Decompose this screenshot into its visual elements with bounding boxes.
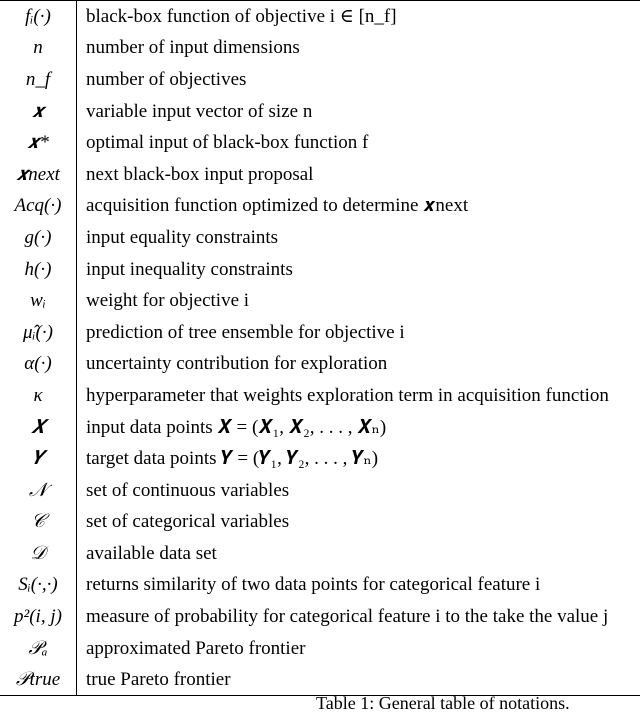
table-row (0, 1, 640, 33)
table-row (0, 380, 640, 412)
notation-description: hyperparameter that weights exploration term in acquisition function (77, 380, 640, 412)
notation-symbol: 𝑿 (0, 411, 77, 443)
notation-symbol: μ̂ᵢ(·) (0, 316, 77, 348)
table-row (0, 95, 640, 127)
notation-description: number of input dimensions (77, 32, 640, 64)
table-row (0, 443, 640, 475)
notation-symbol: p²(i, j) (0, 601, 77, 633)
table-row (0, 538, 640, 570)
table-row (0, 32, 640, 64)
table-row (0, 632, 640, 664)
table-row (0, 158, 640, 190)
table-row (0, 474, 640, 506)
notation-description: set of continuous variables (77, 474, 640, 506)
notation-description: available data set (77, 538, 640, 570)
table-row (0, 664, 640, 696)
table-row (0, 411, 640, 443)
table-row (0, 64, 640, 96)
notation-symbol: n (0, 32, 77, 64)
notation-description: black-box function of objective i ∈ [n_f] (77, 1, 640, 33)
notation-description: approximated Pareto frontier (77, 632, 640, 664)
notation-symbol: fᵢ(·) (0, 1, 77, 33)
table-row (0, 253, 640, 285)
notation-symbol: h(·) (0, 253, 77, 285)
notation-symbol: g(·) (0, 222, 77, 254)
table-row (0, 601, 640, 633)
table-caption: Table 1: General table of notations. (316, 694, 570, 712)
notation-description: input equality constraints (77, 222, 640, 254)
notation-description: optimal input of black-box function f (77, 127, 640, 159)
notation-symbol: 𝒙 (0, 95, 77, 127)
table-row (0, 569, 640, 601)
notation-symbol: 𝒫true (0, 664, 77, 696)
notation-description: prediction of tree ensemble for objective i (77, 316, 640, 348)
notation-description: variable input vector of size n (77, 95, 640, 127)
notation-symbol: wᵢ (0, 285, 77, 317)
table-row (0, 348, 640, 380)
notation-description: true Pareto frontier (77, 664, 640, 696)
table-row (0, 285, 640, 317)
notation-description: input data points 𝑿 = (𝑿₁, 𝑿₂, . . . , 𝑿ₙ) (77, 411, 640, 443)
notation-description: returns similarity of two data points for categorical feature i (77, 569, 640, 601)
notation-description: weight for objective i (77, 285, 640, 317)
table-row (0, 222, 640, 254)
notation-symbol: 𝒙* (0, 127, 77, 159)
notation-description: input inequality constraints (77, 253, 640, 285)
notation-symbol: 𝒟 (0, 538, 77, 570)
notation-description: set of categorical variables (77, 506, 640, 538)
notation-description: number of objectives (77, 64, 640, 96)
notation-symbol: 𝒞 (0, 506, 77, 538)
notation-symbol: n_f (0, 64, 77, 96)
table-row (0, 190, 640, 222)
notation-description: measure of probability for categorical feature i to the take the value j (77, 601, 640, 633)
notation-symbol: 𝒩 (0, 474, 77, 506)
notation-symbol: Acq(·) (0, 190, 77, 222)
table-row (0, 506, 640, 538)
notation-description: acquisition function optimized to determine 𝒙next (77, 190, 640, 222)
notation-description: target data points 𝒀 = (𝒀₁, 𝒀₂, . . . , 𝒀ₙ) (77, 443, 640, 475)
notation-symbol: α(·) (0, 348, 77, 380)
notation-symbol: 𝒀 (0, 443, 77, 475)
notation-symbol: 𝒫ₐ (0, 632, 77, 664)
notation-description: uncertainty contribution for exploration (77, 348, 640, 380)
notation-symbol: κ (0, 380, 77, 412)
notation-symbol: Sᵢ(·,·) (0, 569, 77, 601)
table-row (0, 127, 640, 159)
notation-description: next black-box input proposal (77, 158, 640, 190)
table-row (0, 316, 640, 348)
notation-symbol: 𝒙next (0, 158, 77, 190)
